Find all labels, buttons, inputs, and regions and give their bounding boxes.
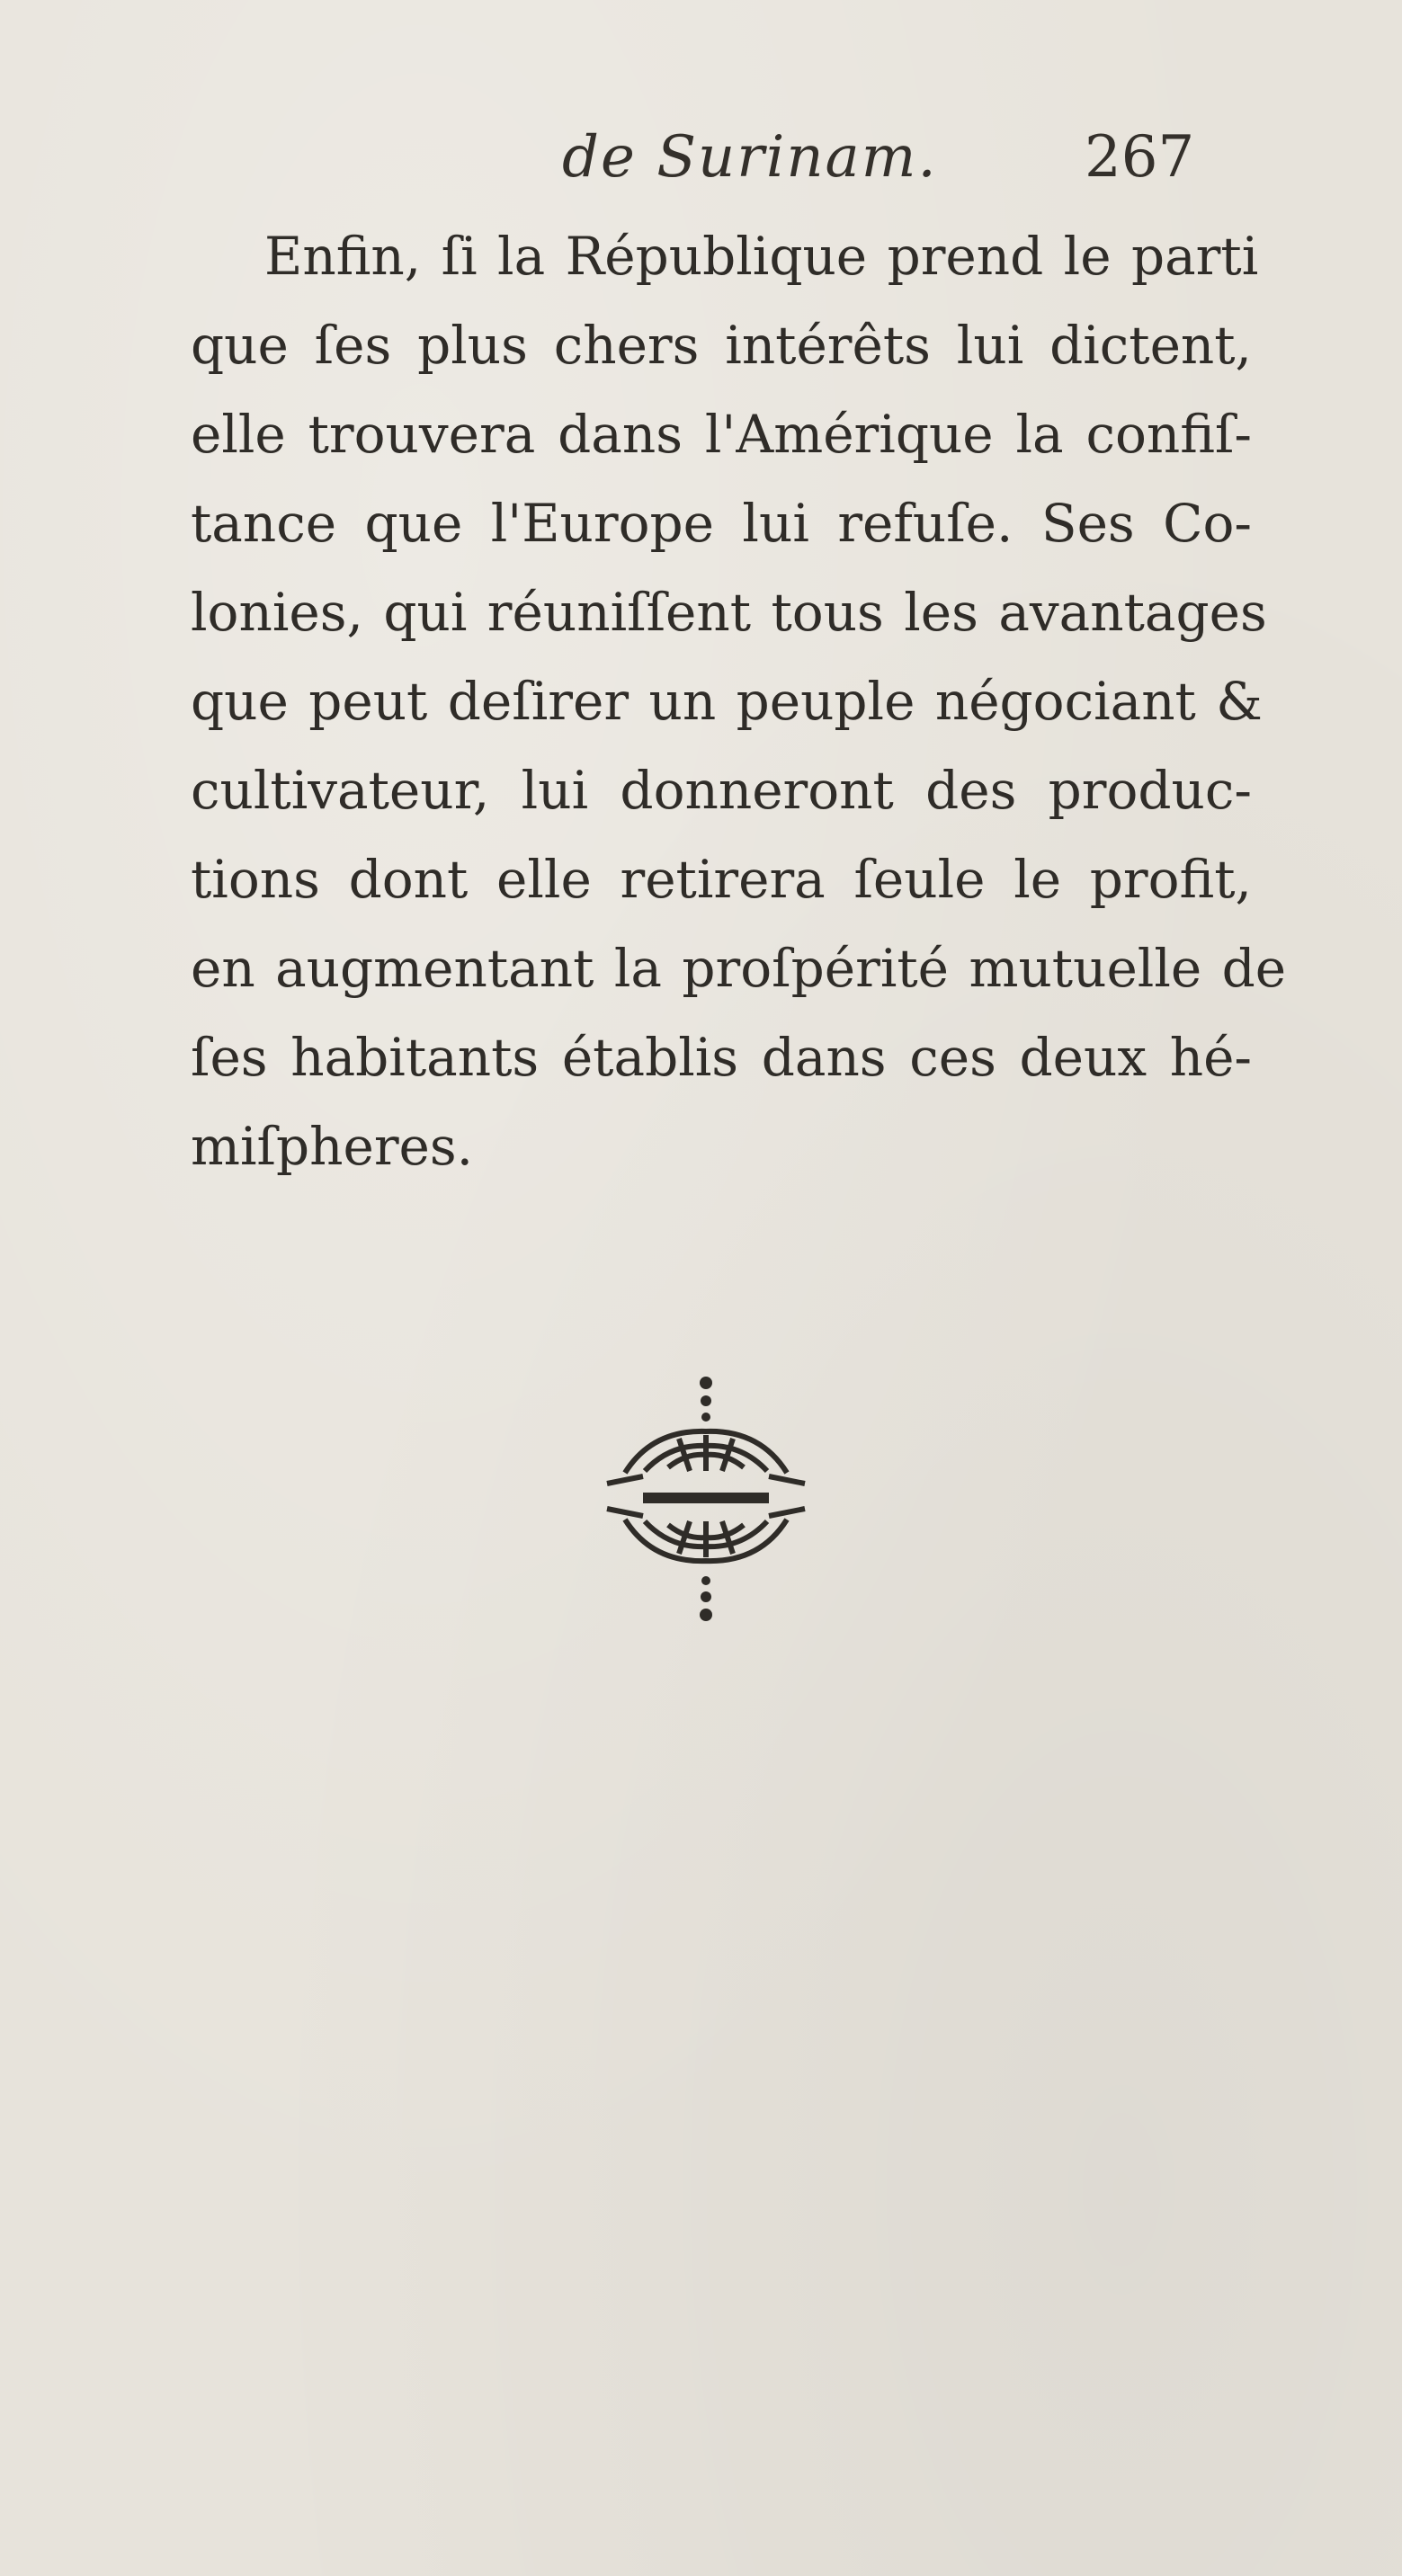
page-number: 267 — [1085, 124, 1195, 191]
text-line: elle trouvera dans l'Amérique la confiſ- — [191, 404, 1252, 465]
text-line: lonies, qui réuniſſent tous les avantages — [191, 582, 1267, 643]
running-head-title: de Surinam. — [562, 124, 938, 191]
text-line: miſpheres. — [191, 1116, 474, 1177]
text-line: tions dont elle retirera ſeule le profit, — [191, 849, 1252, 910]
text-line: ſes habitants établis dans ces deux hé- — [191, 1027, 1252, 1088]
running-head — [0, 121, 1402, 193]
body-paragraph — [191, 212, 1287, 1191]
text-line: cultivateur, lui donneront des produc- — [191, 760, 1252, 821]
printers-fleuron-icon — [589, 1367, 823, 1654]
text-line: tance que l'Europe lui refuſe. Ses Co- — [191, 493, 1252, 554]
text-line: Enfin, ſi la République prend le parti — [264, 226, 1259, 287]
text-line: en augmentant la proſpérité mutuelle de — [191, 938, 1287, 999]
text-line: que peut deſirer un peuple négociant & — [191, 671, 1263, 732]
text-line: que ſes plus chers intérêts lui dictent, — [191, 315, 1252, 376]
